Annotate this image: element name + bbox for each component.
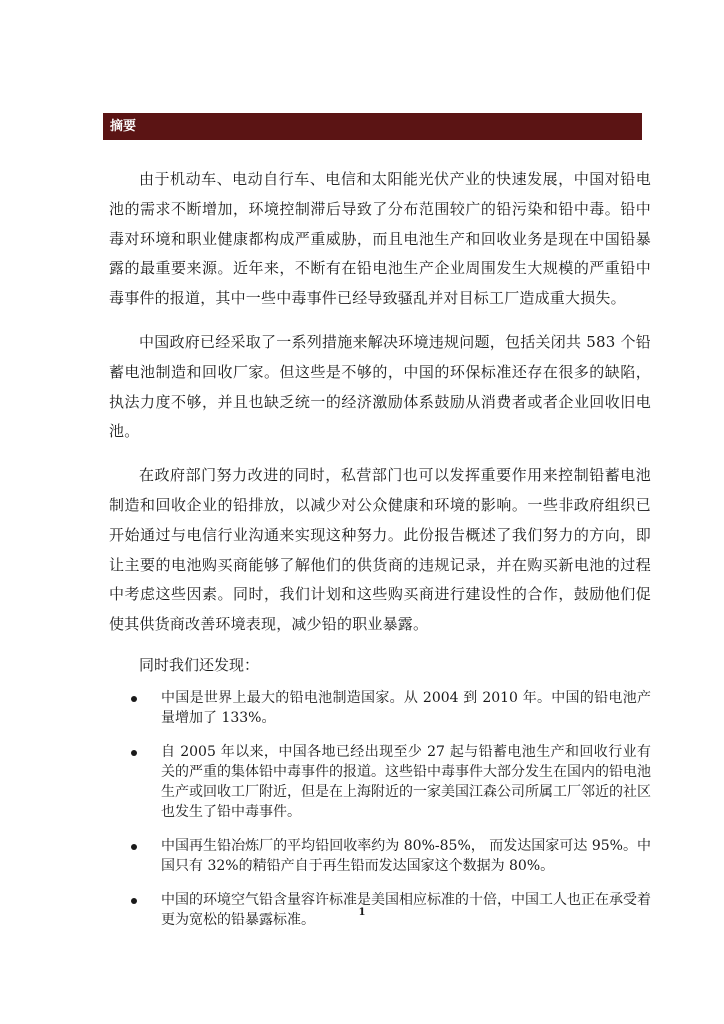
summary-content [109,165,651,944]
page-number: 1 [358,907,366,918]
summary-paragraph-3: 在政府部门努力改进的同时，私营部门也可以发挥重要作用来控制铅蓄电池制造和回收企业的铅排放，以减少对公众健康和环境的影响。一些非政府组织已开始通过与电信行业沟通来实现这种努力。此份报告概述了我们努力的方向，即让主要的电池购买商能够了解他们的供货商的违规记录，并在购买新电池的过程中考虑这些因素。同时，我们计划和这些购买商进行建设性的合作，鼓励他们促使其供货商改善环境表现，减少铅的职业暴露。 [109,466,651,634]
summary-paragraph-2: 中国政府已经采取了一系列措施来解决环境违规问题，包括关闭共 583 个铅蓄电池制造和回收厂家。但这些是不够的，中国的环保标准还存在很多的缺陷，执法力度不够，并且也缺乏统一的经济激励体系鼓励从消费者或者企业回收旧电池。 [109,332,651,441]
section-title: 摘要 [110,119,137,134]
summary-paragraph-1: 由于机动车、电动自行车、电信和太阳能光伏产业的快速发展，中国对铅电池的需求不断增加，环境控制滞后导致了分布范围较广的铅污染和铅中毒。铅中毒对环境和职业健康都构成严重威胁，而且电池生产和回收业务是现在中国铅暴露的最重要来源。近年来，不断有在铅电池生产企业周围发生大规模的严重铅中毒事件的报道，其中一些中毒事件已经导致骚乱并对目标工厂造成重大损失。 [109,170,651,308]
bullet-icon [131,750,137,756]
findings-intro: 同时我们还发现： [139,655,260,674]
findings-list [109,688,651,930]
list-item [109,742,651,822]
finding-text: 中国是世界上最大的铅电池制造国家。从 2004 到 2010 年。中国的铅电池产量增加了 133%。 [161,689,651,726]
finding-text: 中国再生铅冶炼厂的平均铅回收率约为 80%-85%， 而发达国家可达 95%。中国只有 32%的精铅产自于再生铅而发达国家这个数据为 80%。 [161,837,651,874]
list-item [109,688,651,728]
bullet-icon [131,844,137,850]
bullet-icon [131,898,137,904]
bullet-icon [131,696,137,702]
section-header-bar [103,113,642,140]
list-item [109,836,651,876]
finding-text: 中国的环境空气铅含量容许标准是美国相应标准的十倍，中国工人也正在承受着更为宽松的铅暴露标准。 [161,891,651,928]
finding-text: 自 2005 年以来，中国各地已经出现至少 27 起与铅蓄电池生产和回收行业有关的严重的集体铅中毒事件的报道。这些铅中毒事件大部分发生在国内的铅电池生产或回收工厂附近，但是在上海附近的一家美国江森公司所属工厂邻近的社区也发生了铅中毒事件。 [161,743,651,820]
